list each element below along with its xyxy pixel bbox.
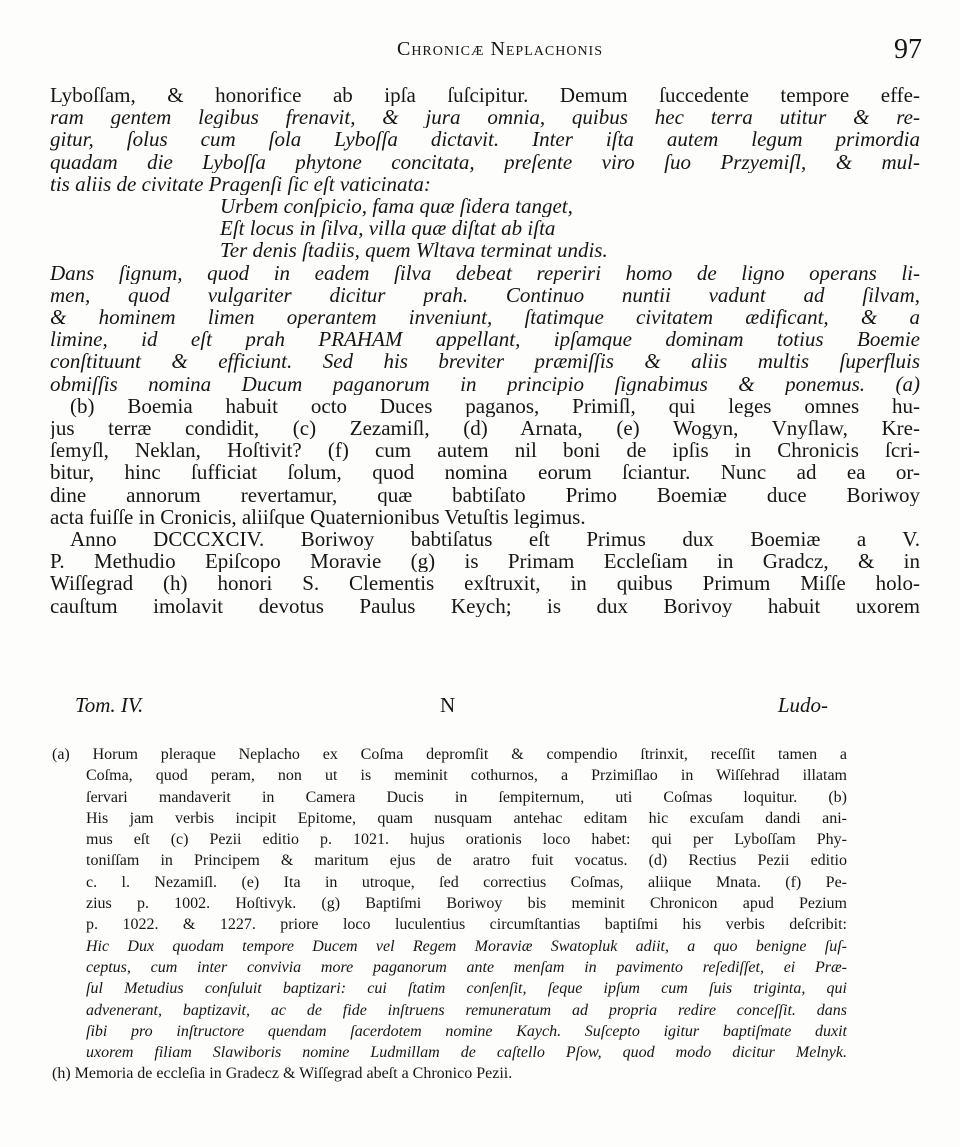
text-line: & hominem limen operantem inveniunt, ſtatimque civitatem ædificant, & a [50, 306, 920, 329]
footnote-line: c. l. Nezamiſl. (e) Ita in utroque, ſed correctius Coſmas, aliique Mnata. (f) Pe- [86, 873, 847, 891]
text-line: dine annorum revertamur, quæ babtiſato Primo Boemiæ duce Boriwoy [50, 483, 920, 506]
catchline [75, 693, 828, 719]
catchword: Ludo- [777, 693, 828, 717]
text-line: acta fuiſſe in Cronicis, aliiſque Quaternionibus Vetuſtis legimus. [50, 505, 586, 529]
running-title: Chronicæ Neplachonis [396, 38, 604, 60]
text-line: limine, id eſt prah PRAHAM appellant, ipſamque dominam totius Boemie [50, 328, 920, 351]
page-header [60, 34, 940, 74]
footnote-line: zius p. 1002. Hoſtivyk. (g) Baptiſmi Boriwoy bis meminit Chronicon apud Pezium [86, 895, 847, 913]
footnote-line: toniſſam in Principem & maritum ejus de aratro fuit vocatus. (d) Rectius Pezii editio [86, 852, 847, 870]
footnote-line: Coſma, quod peram, non ut is meminit cothurnos, a Przimiſlao in Wiſſehrad illatam [86, 767, 847, 785]
text-line: cauſtum imolavit devotus Paulus Keych; is dux Borivoy habuit uxorem [50, 594, 920, 617]
text-line: ram gentem legibus frenavit, & jura omnia, quibus hec terra utitur & re- [50, 106, 920, 129]
text-line: Lyboſſam, & honorifice ab ipſa ſuſcipitur. Demum ſuccedente tempore effe- [50, 84, 920, 107]
verse-line: Urbem conſpicio, fama quæ ſidera tanget, [220, 195, 573, 218]
footnote-line: p. 1022. & 1227. priore loco luculentius circumſtantias baptiſmi his verbis deſcribit: [86, 916, 847, 934]
text-line: gitur, ſolus cum ſola Lyboſſa dictavit. Inter iſta autem legum primordia [50, 128, 920, 151]
text-line: jus terræ condidit, (c) Zezamiſl, (d) Arnata, (e) Wogyn, Vnyſlaw, Kre- [50, 417, 920, 440]
footnote-line: ſul Metudius conſuluit baptizari: cui ſtatim conſenſit, ſeque ipſum cum ſuis triginta, qui [86, 980, 847, 998]
footnote-line: (h) Memoria de eccleſia in Gradecz & Wiſſegrad abeſt a Chronico Pezii. [52, 1065, 513, 1083]
text-line: obmiſſis nomina Ducum paganorum in principio ſignabimus & ponemus. (a) [50, 372, 920, 395]
text-line: ſemyſl, Neklan, Hoſtivit? (f) cum autem nil boni de ipſis in Chronicis ſcri- [50, 439, 920, 462]
text-line: conſtituunt & efficiunt. Sed his breviter præmiſſis & aliis multis ſuperfluis [50, 350, 920, 373]
text-line: (b) Boemia habuit octo Duces paganos, Primiſl, qui leges omnes hu- [70, 394, 920, 418]
verse-line: Eſt locus in ſilva, villa quæ diſtat ab iſta [220, 217, 556, 240]
text-line: Wiſſegrad (h) honori S. Clementis exſtruxit, in quibus Primum Miſſe holo- [50, 572, 920, 595]
footnote-line: (a) Horum pleraque Neplacho ex Coſma depromſit & compendio ſtrinxit, receſſit tamen a [52, 746, 847, 763]
footnote-line: uxorem filiam Slawiboris nomine Ludmillam de caſtello Pſow, quod modo dicitur Melnyk. [86, 1044, 847, 1062]
volume-mark: Tom. IV. [75, 693, 144, 717]
text-line: P. Methudio Epiſcopo Moravie (g) is Primam Eccleſiam in Gradcz, & in [50, 550, 920, 573]
footnote-line: ſervari mandaverit in Camera Ducis in ſempiternum, uti Coſmas loquitur. (b) [86, 788, 847, 806]
signature-mark: N [440, 693, 456, 717]
verse-line: Ter denis ſtadiis, quem Wltava terminat undis. [220, 239, 608, 262]
text-line: Dans ſignum, quod in eadem ſilva debeat reperiri homo de ligno operans li- [50, 261, 920, 284]
footnote-line: ceptus, cum inter convivia more paganorum ante menſam in pavimento reſediſſet, ei Præ- [86, 958, 847, 976]
footnote-line: Hic Dux quodam tempore Ducem vel Regem Moraviæ Swatopluk adiit, a quo benigne ſuſ- [86, 937, 847, 955]
footnote-line: ſibi pro inſtructore quendam ſacerdotem nomine Kaych. Suſcepto igitur baptiſmate duxit [86, 1022, 847, 1040]
footnote-line: His jam verbis incipit Epitome, quam nusquam antehac editam hic excuſam dandi ani- [86, 809, 847, 827]
text-line: tis aliis de civitate Pragenſi ſic eſt vaticinata: [50, 172, 431, 196]
text-line: Anno DCCCXCIV. Boriwoy babtiſatus eſt Primus dux Boemiæ a V. [70, 528, 920, 551]
page-number: 97 [894, 34, 922, 65]
text-line: men, quod vulgariter dicitur prah. Continuo nuntii vadunt ad ſilvam, [50, 283, 920, 307]
footnote-line: advenerant, baptizavit, ac de fide inſtruens remuneratum ad propria redire conceſſit. dans [86, 1001, 847, 1019]
main-text-block [50, 84, 920, 617]
footnote-line: mus eſt (c) Pezii editio p. 1021. hujus orationis loco habet: qui per Lyboſſam Phy- [86, 831, 847, 849]
text-line: bitur, hinc ſufficiat ſolum, quod nomina eorum ſciantur. Nunc ad ea or- [50, 461, 920, 484]
text-line: quadam die Lyboſſa phytone concitata, preſente viro ſuo Przyemiſl, & mul- [50, 150, 920, 173]
footnotes-block [52, 744, 847, 1085]
